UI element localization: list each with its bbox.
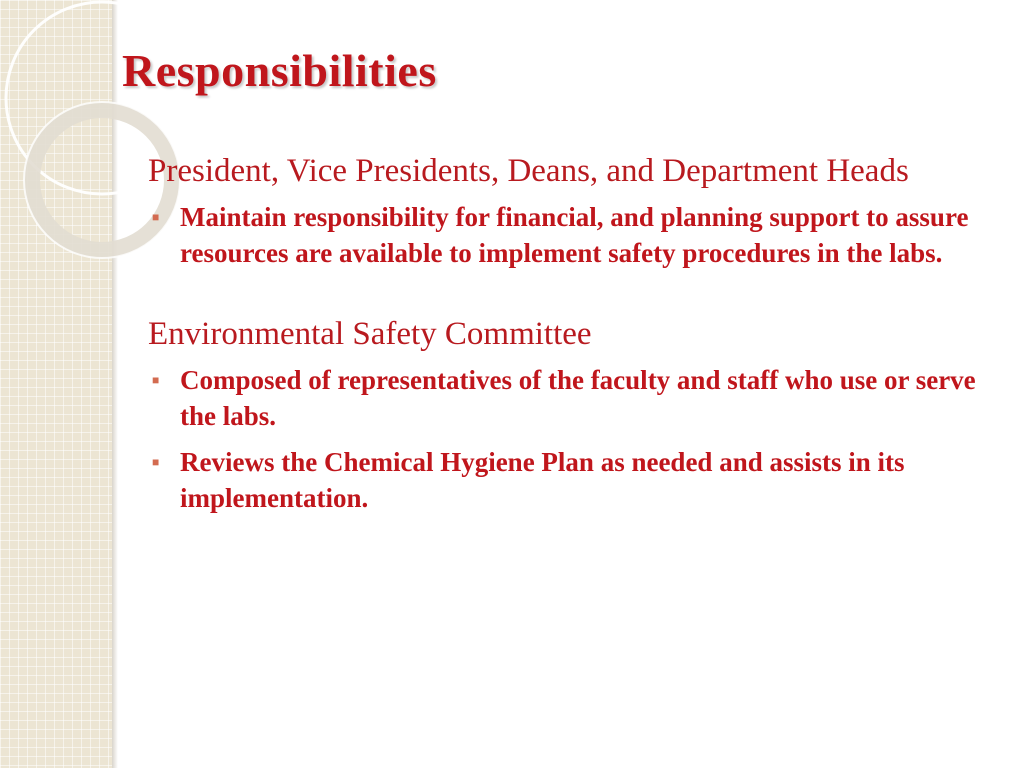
section-heading: President, Vice Presidents, Deans, and Department Heads [148, 153, 909, 189]
bullet-item [148, 199, 988, 271]
bullet-item [148, 444, 988, 516]
bullet-text: Maintain responsibility for financial, and planning support to assure resources are available to implement safety procedures in the labs. [180, 202, 969, 268]
square-bullet-icon: ■ [152, 373, 160, 387]
section-safety-committee [148, 315, 988, 516]
bullet-text: Reviews the Chemical Hygiene Plan as needed and assists in its implementation. [180, 447, 905, 513]
decorative-circles [0, 0, 130, 260]
bullet-list [148, 362, 988, 516]
square-bullet-icon: ■ [152, 210, 160, 224]
slide-content [148, 152, 988, 516]
slide-title: Responsibilities [122, 45, 437, 96]
bullet-item [148, 362, 988, 434]
square-bullet-icon: ■ [152, 455, 160, 469]
section-leadership [148, 152, 988, 271]
section-heading: Environmental Safety Committee [148, 316, 592, 352]
bullet-text: Composed of representatives of the faculty and staff who use or serve the labs. [180, 365, 976, 431]
bullet-list [148, 199, 988, 271]
